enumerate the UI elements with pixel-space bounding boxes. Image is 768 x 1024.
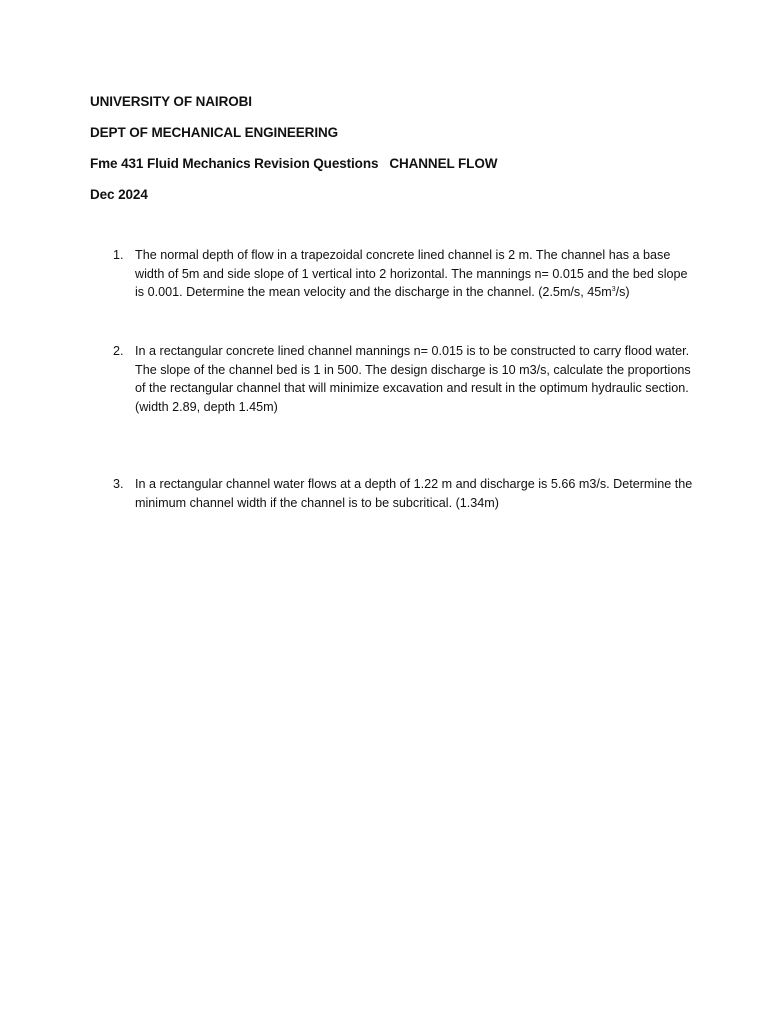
question-number: 2.	[113, 344, 124, 358]
question-number: 1.	[113, 248, 124, 262]
question-text: The normal depth of flow in a trapezoidal concrete lined channel is 2 m. The channel has a base width of 5m and side slope of 1 vertical into 2 horizontal. The mannings n= 0.015 and the bed slope is 0.001. Determine the mean velocity and the discharge in the channel. (2.5m/s, $45m^3/s$)	[135, 248, 688, 300]
university-name: UNIVERSITY OF NAIROBI	[90, 94, 252, 109]
course-title: Fme 431 Fluid Mechanics Revision Questions CHANNEL FLOW	[90, 156, 498, 171]
department-name: DEPT OF MECHANICAL ENGINEERING	[90, 125, 339, 140]
question-number: 3.	[113, 477, 124, 491]
question-text: In a rectangular concrete lined channel mannings n= 0.015 is to be constructed to carry flood water. The slope of the channel bed is 1 in 500. The design discharge is 10 m3/s, calculate the proportions of the rectangular channel that will minimize excavation and result in the optimum hydraulic section.(width 2.89, depth 1.45m)	[135, 344, 691, 415]
question-text: In a rectangular channel water flows at a depth of 1.22 m and discharge is 5.66 m3/s. Determine the minimum channel width if the channel is to be subcritical. (1.34m)	[135, 477, 693, 510]
document-date: Dec 2024	[90, 187, 148, 202]
superscript: 3	[611, 286, 616, 294]
